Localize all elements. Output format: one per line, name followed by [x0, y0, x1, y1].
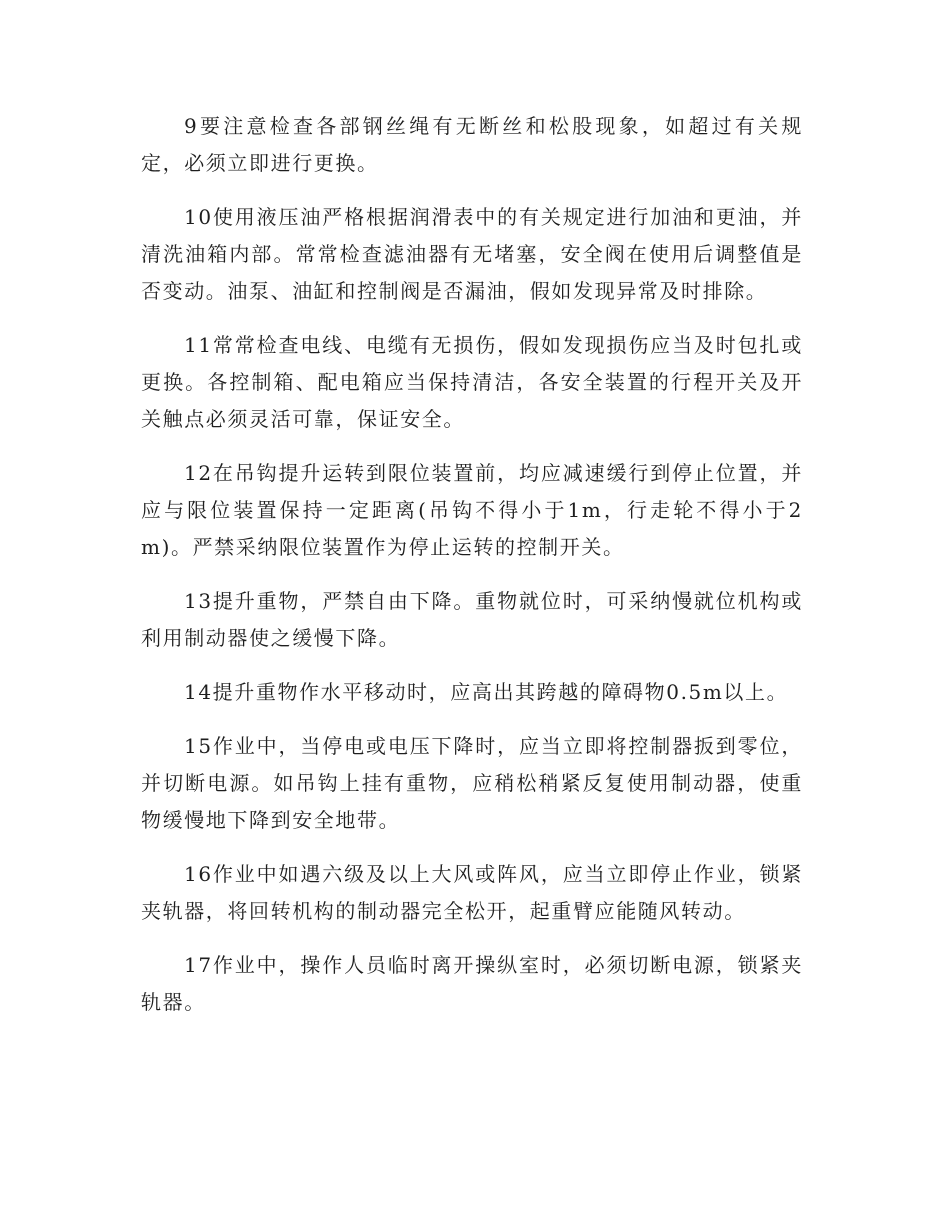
- paragraph-item-16: 16作业中如遇六级及以上大风或阵风，应当立即停止作业，锁紧夹轨器，将回转机构的制动器完全松开，起重臂应能随风转动。: [141, 862, 803, 923]
- paragraph-item-15: 15作业中，当停电或电压下降时，应当立即将控制器扳到零位，并切断电源。如吊钩上挂有重物，应稍松稍紧反复使用制动器，使重物缓慢地下降到安全地带。: [141, 734, 803, 832]
- paragraph-item-13: 13提升重物，严禁自由下降。重物就位时，可采纳慢就位机构或利用制动器使之缓慢下降。: [141, 589, 803, 650]
- paragraph-item-14: 14提升重物作水平移动时，应高出其跨越的障碍物0.5m以上。: [184, 680, 789, 704]
- paragraph-item-17: 17作业中，操作人员临时离开操纵室时，必须切断电源，锁紧夹轨器。: [141, 953, 803, 1014]
- paragraph-item-12: 12在吊钩提升运转到限位装置前，均应减速缓行到停止位置，并应与限位装置保持一定距离(吊钩不得小于1m，行走轮不得小于2m)。严禁采纳限位装置作为停止运转的控制开关。: [141, 461, 803, 559]
- paragraph-item-9: 9要注意检查各部钢丝绳有无断丝和松股现象，如超过有关规定，必须立即进行更换。: [141, 114, 803, 175]
- document-body: [141, 108, 803, 1038]
- paragraph-item-11: 11常常检查电线、电缆有无损伤，假如发现损伤应当及时包扎或更换。各控制箱、配电箱应当保持清洁，各安全装置的行程开关及开关触点必须灵活可靠，保证安全。: [141, 333, 803, 431]
- paragraph-item-10: 10使用液压油严格根据润滑表中的有关规定进行加油和更油，并清洗油箱内部。常常检查滤油器有无堵塞，安全阀在使用后调整值是否变动。油泵、油缸和控制阀是否漏油，假如发现异常及时排除。: [141, 205, 803, 303]
